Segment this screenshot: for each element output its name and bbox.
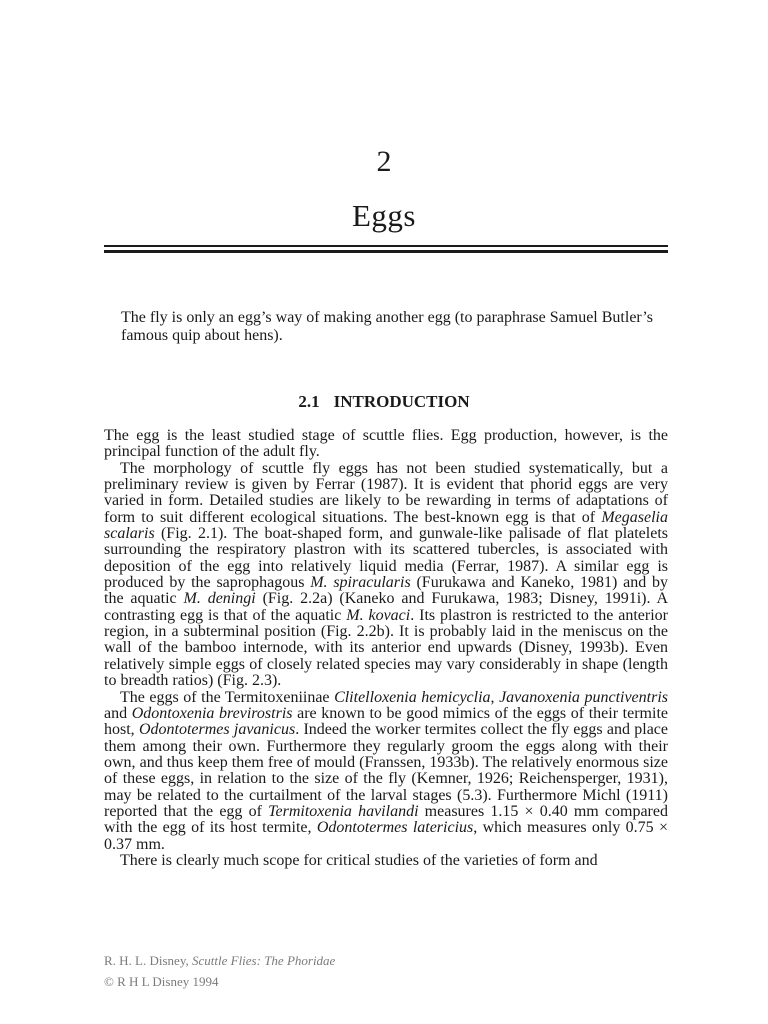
italic-term: Megaselia scalaris [104, 508, 668, 543]
paragraph [104, 461, 668, 690]
text-run: There is clearly much scope for critical studies of the varieties of form and [120, 851, 598, 869]
italic-term: Odontotermes javanicus [138, 721, 296, 739]
text-run: measures 1.15 × 0.40 mm compared with the egg of its host termite, [104, 802, 668, 837]
text-run: (Furukawa and Kaneko, 1981) and by the aquatic [104, 574, 669, 608]
section-number: 2.1 [298, 392, 320, 411]
chapter-number: 2 [376, 145, 392, 178]
epigraph: The fly is only an egg’s way of making another egg (to paraphrase Samuel Butler’s famous quip about hens). [121, 309, 654, 344]
footer-citation [104, 953, 335, 969]
italic-term: Javanoxenia punctiventris [499, 688, 668, 706]
paragraph [104, 428, 668, 461]
text-run: , which measures only 0.75 × 0.37 mm. [104, 819, 668, 853]
paragraph [104, 853, 668, 869]
chapter-title: Eggs [352, 198, 416, 233]
italic-term: Odontotermes latericius [316, 819, 474, 837]
italic-term: Termitoxenia havilandi [268, 802, 419, 820]
text-run: The eggs of the Termitoxeniinae [120, 688, 335, 706]
text-run: (Fig. 2.1). The boat-shaped form, and gunwale-like palisade of flat platelets surrounding the respiratory plastron with its scattered tubercles, is associated with deposition of the egg into relatively liquid media (Ferrar, 1987). A similar egg is produced by the saprophagous [104, 525, 668, 592]
italic-term: Clitelloxenia hemicyclia [334, 688, 491, 706]
title-rule-upper [104, 245, 668, 247]
paragraph [104, 690, 668, 853]
text-run: and [104, 704, 132, 722]
text-run: . Indeed the worker termites collect the fly eggs and place them among their own. Furthermore they regularly groom the eggs along with their own, and thus keep them free of mould (Franssen, 1933b). The relatively enormous size of these eggs, in relation to the size of the fly (Kemner, 1926; Reichensperger, 1931), may be related to the curtailment of the larval stages (5.3). Furthermore Michl (1911) reported that the egg of [104, 721, 668, 820]
title-rule-lower [104, 250, 668, 253]
text-run: are known to be good mimics of the eggs of their termite host, [104, 704, 668, 739]
italic-term: M. spiracularis [310, 574, 411, 592]
text-run: . Its plastron is restricted to the anterior region, in a subterminal position (Fig. 2.2b). It is probably laid in the meniscus on the wall of the bamboo internode, with its anterior end upwards (Disney, 1993b). Even relatively simple eggs of closely related species may vary considerably in shape (length to breadth ratios) (Fig. 2.3). [104, 606, 669, 690]
footer-copyright: © R H L Disney 1994 [104, 974, 219, 989]
body-text [104, 428, 668, 869]
text-run: , [490, 688, 500, 706]
text-run: (Fig. 2.2a) (Kaneko and Furukawa, 1983; Disney, 1991i). A contrasting egg is that of the aquatic [104, 590, 669, 624]
italic-term: M. deningi [183, 590, 256, 608]
text-run: The morphology of scuttle fly eggs has not been studied systematically, but a preliminary review is given by Ferrar (1987). It is evident that phorid eggs are very varied in form. Detailed studies are likely to be rewarding in terms of adaptations of form to suit different ecological situations. The best-known egg is that of [104, 459, 668, 526]
footer-book-title: Scuttle Flies: The Phoridae [192, 953, 336, 968]
footer-author: R. H. L. Disney, [104, 953, 192, 968]
italic-term: Odontoxenia brevirostris [131, 704, 293, 722]
italic-term: M. kovaci [346, 606, 411, 624]
section-title: INTRODUCTION [333, 392, 470, 411]
section-heading [0, 392, 768, 412]
text-run: The egg is the least studied stage of scuttle flies. Egg production, however, is the principal function of the adult fly. [104, 427, 668, 461]
